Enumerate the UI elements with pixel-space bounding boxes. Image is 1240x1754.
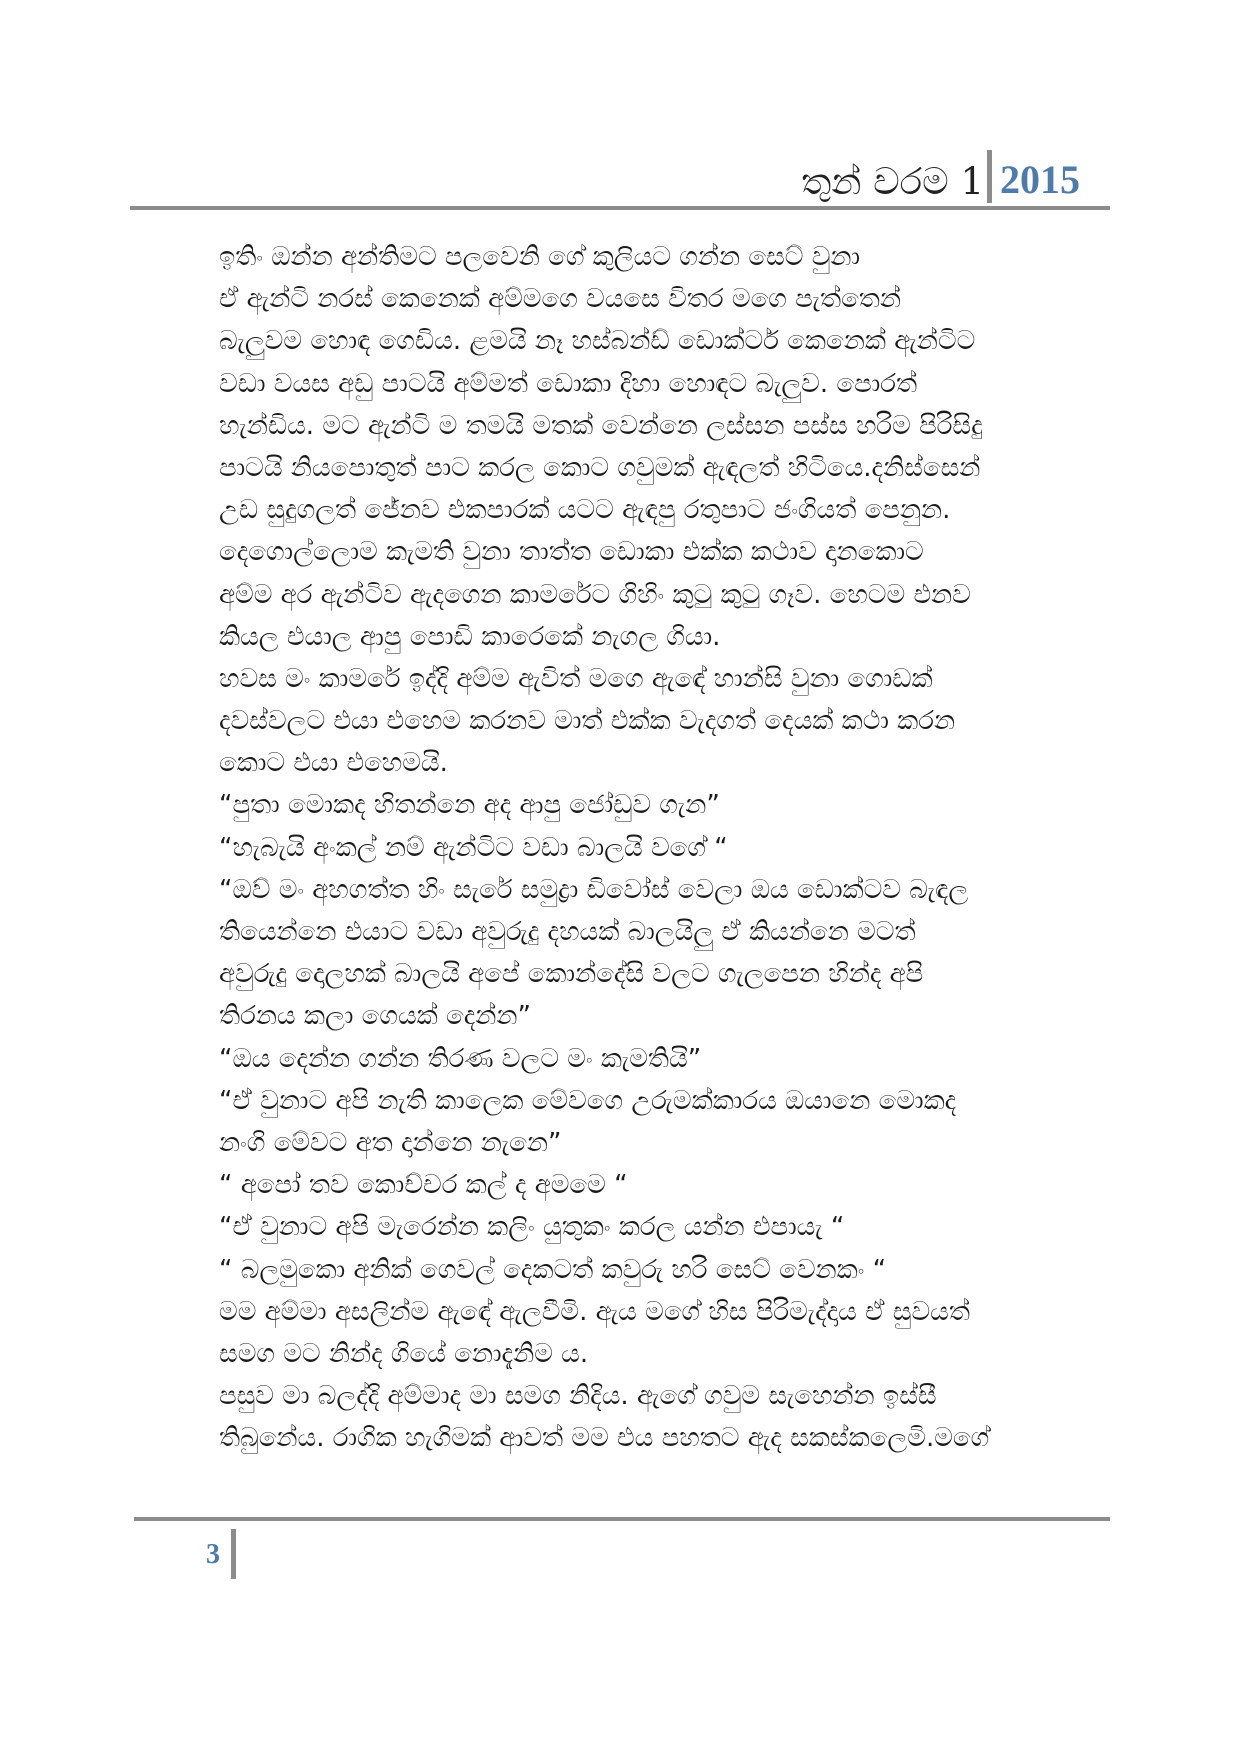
text-line: දෙගොල්ලොම කැමති වුනා තාත්ත ඩොකා එක්ක කථාව දානකොට [219, 537, 924, 568]
dialogue-line: “ඔව් මං අහගත්ත හිං සැරේ සමුද්‍රා ඩිවෝස් වෙලා ඔය ඩොක්ටව බැඳල [219, 874, 969, 905]
text-line: කොට එයා එහෙමයි. [219, 748, 448, 779]
footer-rule [134, 1517, 1110, 1521]
text-line: පසුව මා බලද්දි අම්මාද මා සමග නිදිය. ඇගේ ගවුම සැහෙන්න ඉස්සී [219, 1381, 937, 1412]
dialogue-line: නංගි මේවට අත දාන්නෙ නැනෙ” [219, 1127, 562, 1158]
body-text [219, 236, 1104, 1459]
text-line: හැන්ඩිය. මට ඇන්ටි ම තමයි මතක් වෙන්නෙ ලස්සන පස්ස හරිම පිරිසිදු [219, 410, 983, 441]
text-line: අම්ම අර ඇන්ටිව ඇදගෙන කාමරේට ගිහිං කුටු කුටු ගෑව. හෙටම එනව [219, 579, 971, 610]
dialogue-line: “ඒ වුනාට අපි මැරෙන්න කලිං යුතුකං කරල යන්න එපායැ “ [219, 1212, 845, 1243]
page-header [130, 140, 1110, 212]
dialogue-line: තියෙන්නෙ එයාට වඩා අවුරුදු දහයක් බාලයිලු ඒ කියන්නෙ මටත් [219, 917, 916, 947]
dialogue-line: “ බලමුකො අනික් ගෙවල් දෙකටත් කවුරු හරි සෙට් වෙනකං “ [219, 1254, 887, 1285]
footer-divider [231, 1529, 236, 1579]
header-year: 2015 [1000, 157, 1080, 202]
text-line: ඉතිං ඔන්න අන්තිමට පලවෙනි ගේ කුලියට ගන්න සෙට් වුනා [219, 242, 861, 272]
dialogue-line: “ඔය දෙන්න ගන්න තිරණ වලට මං කැමතියි” [219, 1043, 702, 1074]
text-line: සමග මට නින්ද ගියේ නොදැනිම ය. [219, 1338, 589, 1369]
text-line: දවස්වලට එයා එහෙම කරනව මාත් එක්ක වැදගත් දෙයක් කථා කරන [219, 706, 956, 737]
page-footer [130, 1517, 1110, 1597]
page-number: 3 [206, 1539, 220, 1570]
dialogue-line: “පුතා මොකද හිතන්නෙ අද ආපු ජෝඩුව ගැන” [219, 790, 720, 821]
dialogue-line: අවුරුදු දොලහක් බාලයි අපේ කොන්දේසි වලට ගැලපෙන හින්ද අපි [219, 959, 924, 990]
header-divider [987, 150, 992, 203]
text-line: වඩා වයස අඩු පාටයි අම්මත් ඩොකා දිහා හොඳට බැලුව. පොරත් [219, 368, 918, 399]
text-line: මම අම්මා අසලින්ම ඇඳේ ඇලවීමි. ඇය මගේ හිස පිරිමැද්දාය ඒ සුවයත් [219, 1296, 970, 1327]
text-line: බැලුවම හොඳ ගෙඩිය. ළමයි නෑ හස්බන්ඩ් ඩොක්ටර් කෙනෙක් ඇන්ටිට [219, 326, 976, 357]
dialogue-line: “ අපෝ තව කොච්චර කල් ද අමමෙ “ [219, 1170, 628, 1201]
text-line: තිබුනේය. රාගික හැගිමක් ආවත් මම එය පහතට ඇද සකස්කලෙමි.මගේ [219, 1423, 990, 1454]
dialogue-line: “ඒ වුනාට අපි නැති කාලෙක මේවගෙ උරුමක්කාරය ඔයානෙ මොකද [219, 1085, 957, 1116]
header-rule [130, 206, 1110, 210]
text-line: කියල එයාල ආපු පොඩි කාරෙකේ නැගල ගියා. [219, 621, 721, 652]
text-line: ඒ ඇන්ටි නරස් කෙනෙක් අම්මගෙ වයසෙ විතර මගෙ පැත්තෙන් [219, 284, 902, 315]
text-line: හවස මං කාමරේ ඉද්දි අම්ම ඇවිත් මගෙ ඇඳේ හාන්සි වුනා ගොඩක් [219, 663, 933, 694]
header-title: තුන් වරම 1 [801, 160, 984, 203]
dialogue-line: තිරනය කලා ගෙයක් දෙන්න” [219, 1001, 531, 1032]
text-line: පාටයි නියපොතුත් පාට කරල කොට ගවුමක් ඇඳලත් හිටියෙ.දනිස්සෙන් [219, 452, 981, 483]
dialogue-line: “හැබැයි අංකල් නම් ඇන්ටිට වඩා බාලයි වගේ “ [219, 832, 728, 863]
text-line: උඩ සුදුගලත් ජේනව එකපාරක් යටට ඇඳපු රතුපාට ජංගියත් පෙනුන. [219, 495, 951, 526]
